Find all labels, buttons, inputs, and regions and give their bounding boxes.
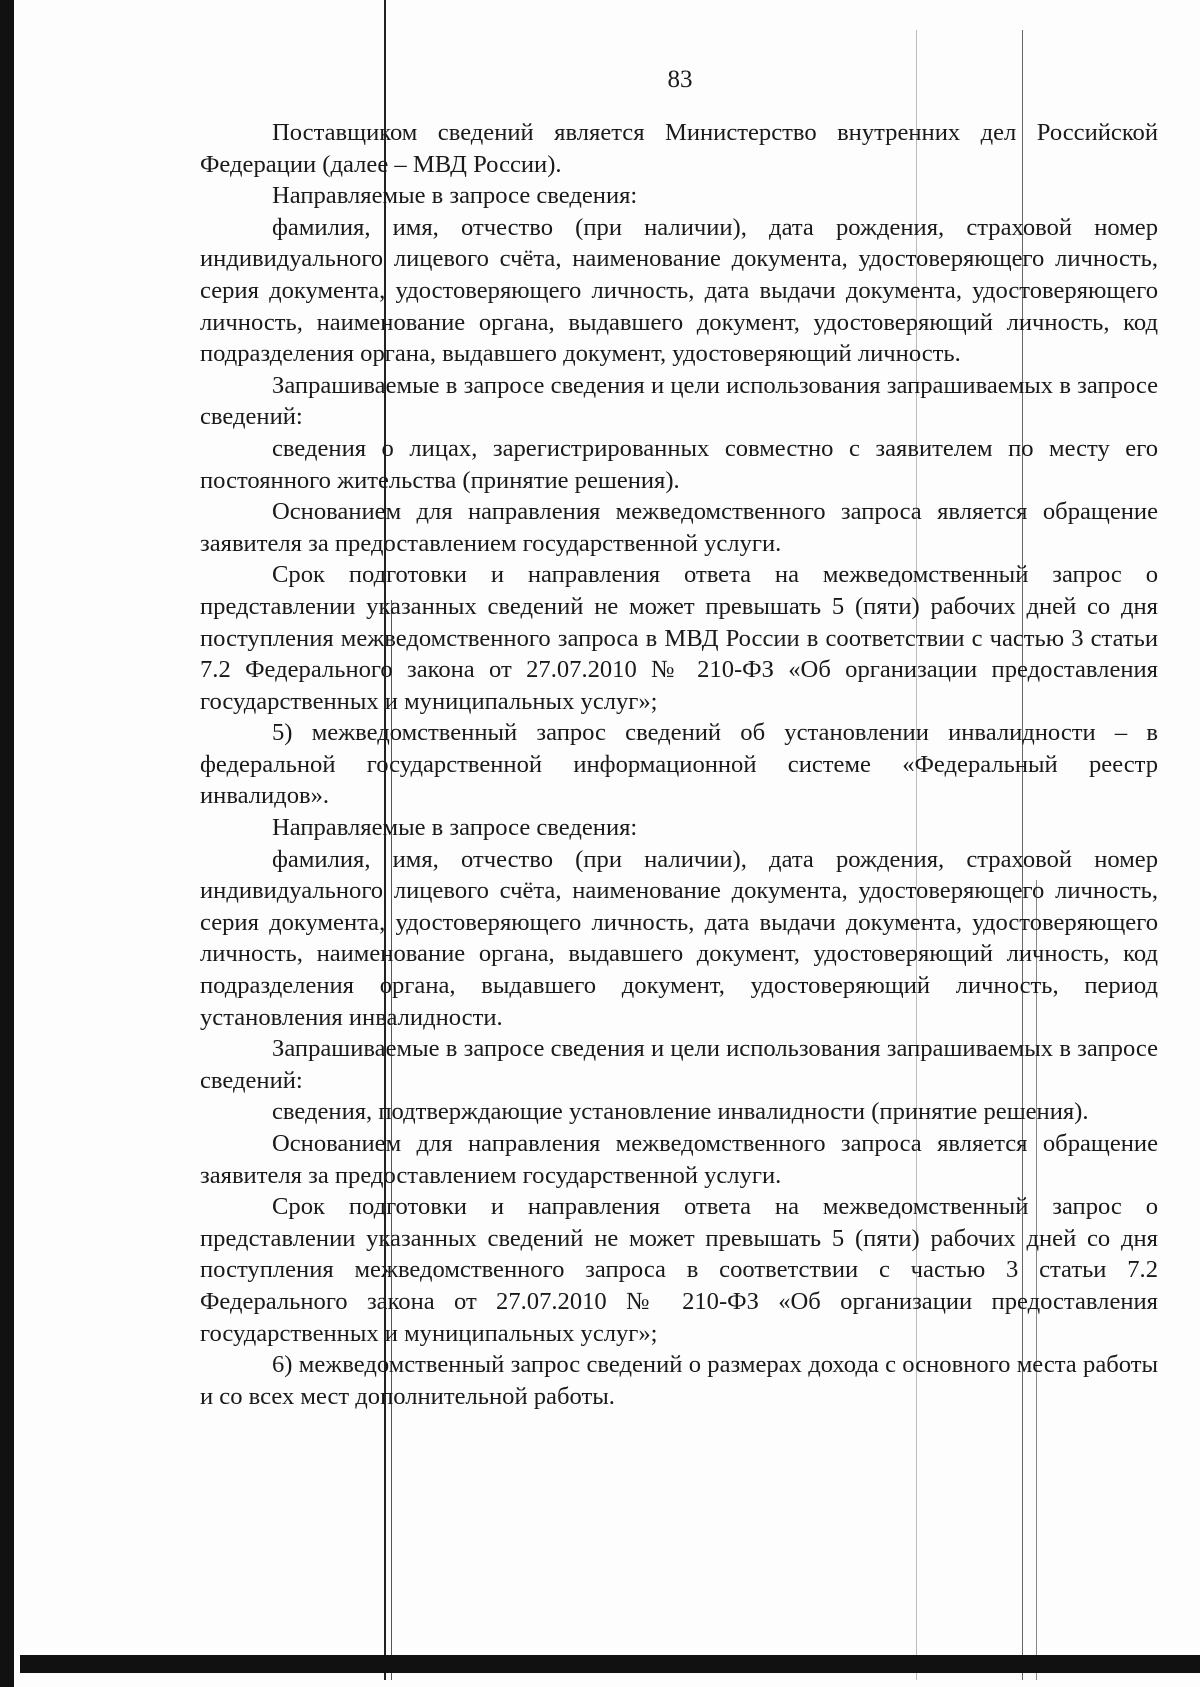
paragraph: фамилия, имя, отчество (при наличии), дата рождения, страховой номер индивидуального лицевого счёта, наименование документа, удостоверяющего личность, серия документа, удостоверяющего личность, дата выдачи документа, удостоверяющего личность, наименование органа, выдавшего документ, удостоверяющий личность, код подразделения органа, выдавшего документ, удостоверяющий личность, период установления инвалидности. xyxy=(200,845,1158,1031)
paragraph: сведения о лицах, зарегистрированных совместно с заявителем по месту его постоянного жительства (принятие решения). xyxy=(200,434,1158,494)
paragraph: Основанием для направления межведомственного запроса является обращение заявителя за предоставлением государственной услуги. xyxy=(200,498,1158,557)
paragraph: Срок подготовки и направления ответа на межведомственный запрос о представлении указанных сведений не может превышать 5 (пяти) рабочих дней со дня поступления межведомственного запроса в МВД России в соответствии с частью 3 статьи 7.2 Федерального закона от 27.07.2010 № 210-ФЗ «Об организации предоставления государственных и муниципальных услуг»; xyxy=(200,561,1158,715)
document-body xyxy=(200,117,1158,1412)
paragraph: Поставщиком сведений является Министерство внутренних дел Российской Федерации (далее – МВД России). xyxy=(200,119,1158,178)
scan-edge-bottom xyxy=(20,1655,1200,1673)
paragraph: Основанием для направления межведомственного запроса является обращение заявителя за предоставлением государственной услуги. xyxy=(200,1130,1158,1189)
paragraph: 6) межведомственный запрос сведений о размерах дохода с основного места работы и со всех мест дополнительной работы. xyxy=(200,1351,1158,1410)
page-number: 83 xyxy=(667,66,693,93)
paragraph: Запрашиваемые в запросе сведения и цели использования запрашиваемых в запросе сведений: xyxy=(200,1035,1158,1094)
paragraph: Запрашиваемые в запросе сведения и цели использования запрашиваемых в запросе сведений: xyxy=(200,371,1158,431)
paragraph: Срок подготовки и направления ответа на межведомственный запрос о представлении указанных сведений не может превышать 5 (пяти) рабочих дней со дня поступления межведомственного запроса в соответствии с частью 3 статьи 7.2 Федерального закона от 27.07.2010 № 210-ФЗ «Об организации предоставления государственных и муниципальных услуг»; xyxy=(200,1193,1158,1347)
paragraph: фамилия, имя, отчество (при наличии), дата рождения, страховой номер индивидуального лицевого счёта, наименование документа, удостоверяющего личность, серия документа, удостоверяющего личность, дата выдачи документа, удостоверяющего личность, наименование органа, выдавшего документ, удостоверяющий личность, код подразделения органа, выдавшего документ, удостоверяющий личность. xyxy=(200,213,1158,368)
paragraph: сведения, подтверждающие установление инвалидности (принятие решения). xyxy=(272,1098,1089,1126)
paragraph: 5) межведомственный запрос сведений об установлении инвалидности – в федеральной государственной информационной системе «Федеральный реестр инвалидов». xyxy=(200,719,1158,810)
paragraph: Направляемые в запросе сведения: xyxy=(272,814,638,842)
scan-edge-left xyxy=(0,0,14,1687)
paragraph: Направляемые в запросе сведения: xyxy=(272,182,638,210)
